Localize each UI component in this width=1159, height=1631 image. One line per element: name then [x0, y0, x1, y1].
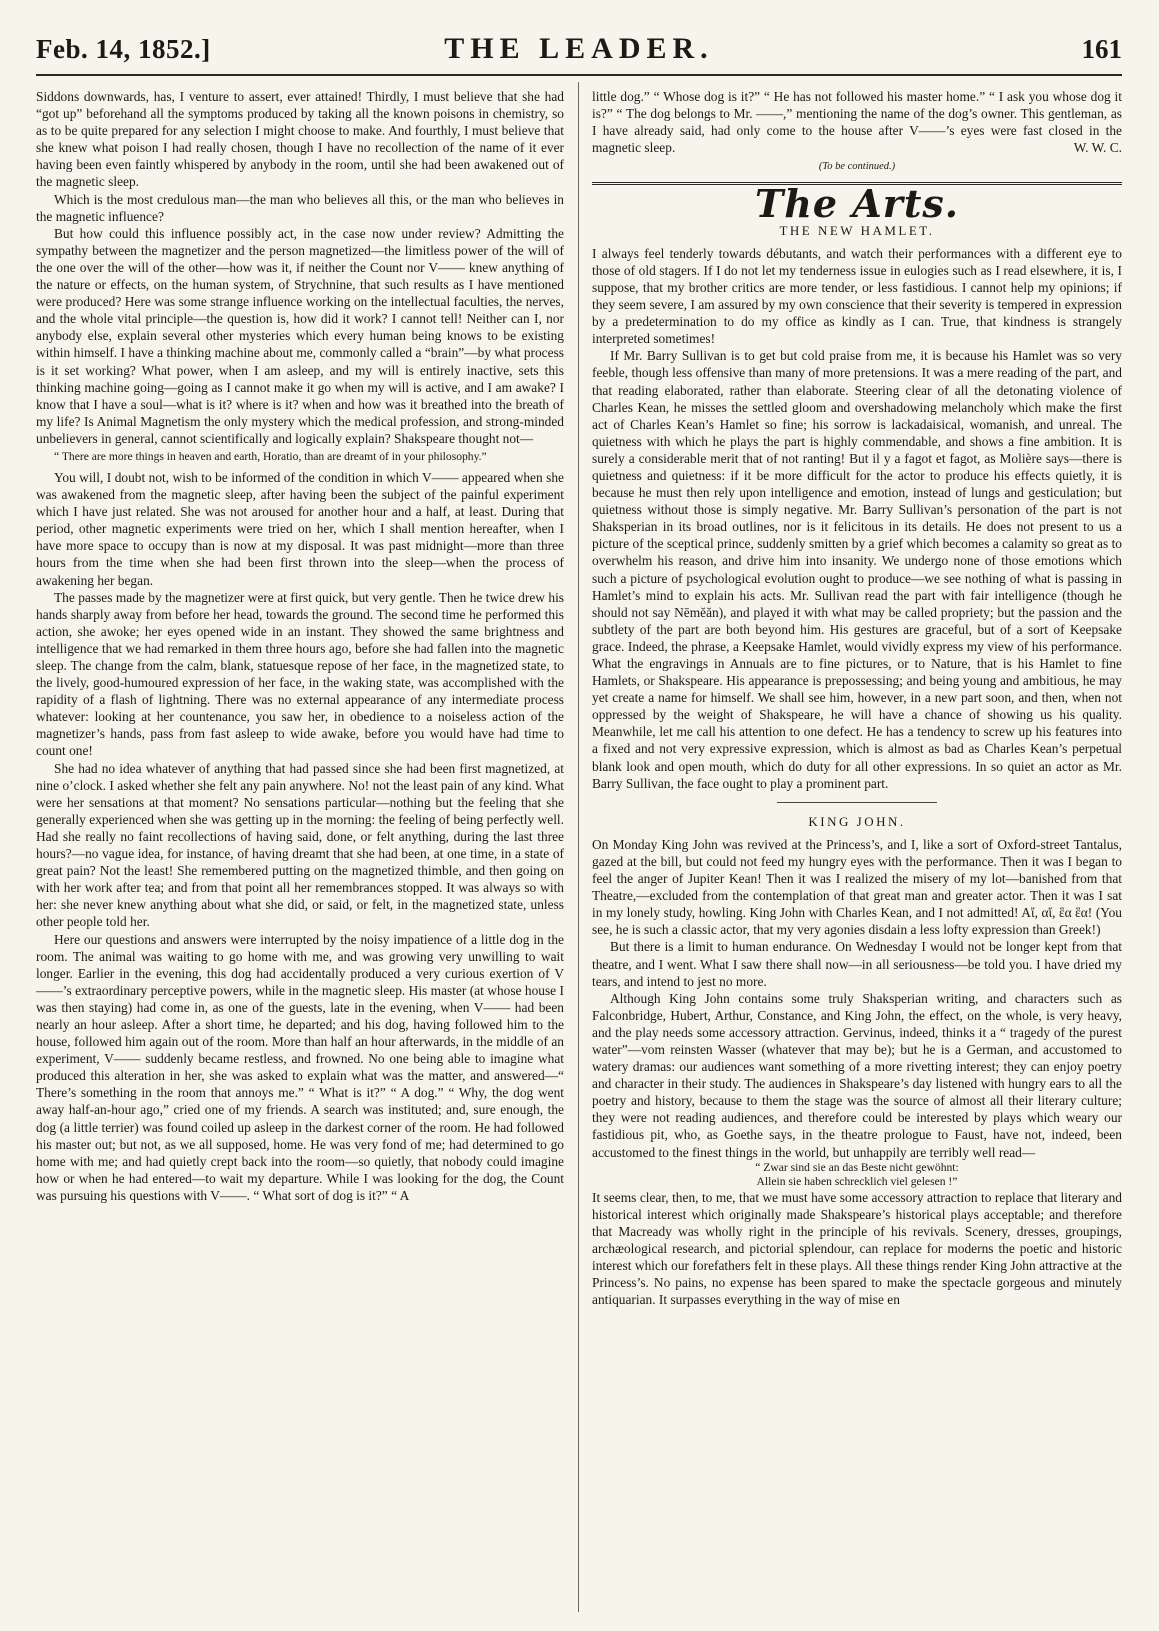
masthead [36, 28, 1122, 72]
author-signature: W. W. C. [1073, 140, 1122, 156]
left-paragraph-4: You will, I doubt not, wish to be informed of the condition in which V—— appeared when she was awakened from the magnetic sleep, after having been the subject of the painful experiment which I have just related. She was not aroused for another hour and a half, at least. During that period, other magnetic experiments were tried on her, which I shall mention hereafter, when I have more space to occupy than is now at my disposal. It was past midnight—more than three hours from the time when she had been first thrown into the sleep—when the process of awakening her began. [36, 469, 564, 588]
column-divider [578, 82, 579, 1612]
hamlet-paragraph-1: I always feel tenderly towards débutants, and watch their performances with a different eye to those of old stagers. If I do not let my tenderness issue in eulogies such as I read elsewhere, it is, I suppose, that my brother critics are more tender, or less fastidious. I cannot help my opinions; if they seem severe, I am assured by my own conscience that their severity is tempered in expression by a predetermination to do my office as kindly as I can. True, that kindness is strangely interpreted sometimes! [592, 245, 1122, 347]
left-paragraph-2: Which is the most credulous man—the man who believes all this, or the man who believes in the magnetic influence? [36, 191, 564, 224]
left-paragraph-7: Here our questions and answers were interrupted by the noisy impatience of a little dog in the room. The animal was waiting to go home with me, and was growing very unwilling to wait longer. Earlier in the evening, this dog had accidentally produced a very curious exertion of V——’s extraordinary perceptive powers, while in the magnetic sleep. His master (at whose house I was then staying) had come in, as one of the guests, late in the evening, when V—— had been nearly an hour asleep. After a short time, he departed; and his dog, having followed him to the house, followed him again out of the room. More than half an hour afterwards, in the middle of an experiment, V—— suddenly became restless, and frowned. No one being able to imagine what produced this alteration in her, she was asked to explain what was the matter, and answered—“ There’s something in the room that annoys me.” “ What is it?” “ A dog.” “ Why, the dog went away half-an-hour ago,” cried one of my friends. A search was instituted; and, sure enough, the dog (a little terrier) was found coiled up asleep in the darkest corner of the room. He had followed his master out; but not, as we all supposed, home. He was very fond of me; had determined to go home with me; and had quietly crept back into the room—so quietly, that nobody could imagine how or when he had entered—to wait my departure. While I was looking for the dog, the Count was pursuing his questions with V——. “ What sort of dog is it?” “ A [36, 931, 564, 1203]
goethe-quote-line-2: Allein sie haben schrecklich viel gelesen !” [756, 1174, 958, 1188]
masthead-rule [36, 74, 1122, 76]
hamlet-paragraph-2: If Mr. Barry Sullivan is to get but cold praise from me, it is because his Hamlet was so very feeble, though less offensive than many of more pretensions. It was a mere reading of the part, and that reading elaborated, rather than elaborate. Steering clear of all the detonating violence of Charles Kean, he misses the settled gloom and overshadowing melancholy which make the first act of Charles Kean’s Hamlet so fine; his sorrow is lackadaisical, womanish, and unreal. The quietness with which he plays the part is highly commendable, and shows a fine ambition. It is surely a considerable merit that of not ranting! But il y a fagot et fagot, as Molière says—there is quietness and quietness: if it be more difficult for the actor to produce his effects quietly, it is because he must then rely upon intelligence and emotion, instead of lungs and gesticulation; but quietness without those is simply negative. Mr. Barry Sullivan’s personation of the part is not Shaksperian in its broad outlines, nor is it felicitous in its details. He does not present to us a picture of the sceptical prince, suddenly smitten by a grief which becomes a calamity so great as to overwhelm his reason, and drive him into insanity. We undergo none of those emotions which such a picture of psychological evolution ought to produce—we see nothing of what is passing in Hamlet’s mind to explain his acts. Mr. Sullivan read the part with fair intelligence (though he should not say Nēmĕăn), and played it with what may be called propriety; but the passion and the subtlety of the part are both beyond him. His gestures are graceful, but of a sort of Keepsake grace. Indeed, the phrase, a Keepsake Hamlet, would vividly express my view of his performance. What the engravings in Annuals are to fine pictures, or to Nature, that is his Hamlet to fine Hamlets, or Shakspeare. His appearance is prepossessing; and being young and ambitious, he may yet create a name for himself. We shall see him, however, in a new part soon, and then, when not oppressed by the weight of Shakspeare, he will have a chance of showing us his quality. Meanwhile, let me call his attention to one defect. He has a tendency to screw up his features into a fixed and not very expressive expression, which is almost as bad as Charles Kean’s perpetual blank look and open mouth, which do duty for all other expressions. In so quiet an actor as Mr. Barry Sullivan, the face ought to play a prominent part. [592, 348, 1122, 791]
right-column [592, 88, 1122, 1308]
goethe-quote-line-1: “ Zwar sind sie an das Beste nicht gewöhnt: [755, 1160, 959, 1174]
king-john-paragraph-1: On Monday King John was revived at the Princess’s, and I, like a sort of Oxford-street Tantalus, gazed at the bill, but could not feed my hungry eyes with the performance. Then it was I began to feel the anger of Jupiter Kean! Then it was I realized the misery of my lot—banished from that Theatre,—excluded from the contemplation of that great man and greater actor. Then it was I sat in my lonely study, howling. King John with Charles Kean, and I not admitted! Aἴ, αἴ, ἓα ἓα! (You see, he is such a classic actor, that my very agonies disdain a less lofty expression than Greek!) [592, 836, 1122, 938]
left-paragraph-6: She had no idea whatever of anything that had passed since she had been first magnetized, at nine o’clock. I asked whether she felt any pain anywhere. No! not the least pain of any kind. What were her sensations at that moment? No sensations particular—nothing but the feeling that she generally experienced when she was getting up in the morning: the feeling of being perfectly well. Had she really no faint recollections of having said, done, or felt anything, during the last three hours?—no vague idea, for instance, of having dreamt that she had been, at one time, in a state of great pain? Not the least! She remembered putting on the magnetized thimble, and then going on with her work after tea; and from that point all her remembrances stopped. It was always so with her: she never knew anything about what she did, or said, or felt, in the magnetized state, unless other people told her. [36, 760, 564, 930]
king-john-paragraph-3: Although King John contains some truly Shaksperian writing, and characters such as Falconbridge, Hubert, Arthur, Constance, and King John, the effect, on the whole, is very heavy, and the play needs some accessory attraction. Gervinus, indeed, thinks it a “ tragedy of the purest water”—vom reinsten Wasser (whatever that may be); but he is a German, and accustomed to watery dramas: our audiences want something of a more rivetting interest; they can enjoy poetry and character in their study. The audiences in Shakspeare’s day listened with hungry ears to all the poetry and history, because to them the stage was the source of almost all their literary culture; they were not reading audiences, and therefore could be interested by plays which weary our fastidious pit, who, as Goethe says, in the theatre prologue to Faust, have not, indeed, been accustomed to the finest things in the world, but unhappily are terribly well read— [592, 990, 1122, 1160]
newspaper-title: THE LEADER. [444, 32, 714, 65]
left-paragraph-3: But how could this influence possibly act, in the case now under review? Admitting the sympathy between the magnetizer and the person magnetized—the limitless power of the will of the one over the will of the other—how was it, if neither the Count nor V—— knew anything of the nature or effects, on the human system, of Strychnine, that such results as I have mentioned were produced? Here was some strange influence working on the intellectual faculties, the nerves, and the whole vital principle—the question is, how did it work? I cannot tell! Neither can I, nor anybody else, explain several other mysteries which every human being knows to be existing within himself. I have a thinking machine about me, commonly called a “brain”—by what process is it set working? What power, when I am asleep, and my will is entirely inactive, sets this thinking machine going—going as I cannot make it go when my will is active, and I am awake? I know that I have a soul—what is it? where is it? when and how was it breathed into the breath of my life? Is Animal Magnetism the only mystery which the medical profession, and strong-minded unbelievers in general, cannot scientifically and logically explain? Shakspeare thought not— [36, 225, 564, 446]
shakespeare-quote: “ There are more things in heaven and earth, Horatio, than are dreamt of in your philosophy.” [54, 449, 487, 463]
left-paragraph-1: Siddons downwards, has, I venture to assert, ever attained! Thirdly, I must believe that she had “got up” beforehand all the symptoms produced by taking all the known poisons in chemistry, so as to be quite prepared for any selection I might choose to make. And fourthly, I must believe that she knew what poison I had really chosen, though I have no recollection of the name of it ever having been even faintly whispered by anybody in the room, until she had been awakened out of the magnetic sleep. [36, 89, 564, 190]
section-title: The Arts. [755, 180, 959, 226]
left-paragraph-5: The passes made by the magnetizer were at first quick, but very gentle. Then he twice drew his hands sharply away from before her head, towards the ground. The second time he performed this action, she awoke; her eyes opened wide in an instant. They showed the same brightness and intelligence that we had remarked in them three hours ago, before she had fallen into the magnetic sleep. The change from the calm, blank, statuesque repose of her face, in the magnetized state, to the lively, good-humoured expression of her face, in the waking state, was accomplished with the rapidity of a flash of lightning. There was no external appearance of any intermediate process whatever: looking at her countenance, you saw her, in obedience to a noiseless action of the magnetizer’s hands, pass from fast asleep to wide awake, before you would have had time to count one! [36, 589, 564, 759]
continuation-paragraph: little dog.” “ Whose dog is it?” “ He has not followed his master home.” “ I ask you whose dog it is?” “ The dog belongs to Mr. ——,” mentioning the name of the dog’s owner. This gentleman, as I have already said, had only come to the house after V——’s eyes were fast closed in the magnetic sleep. [592, 89, 1122, 156]
to-be-continued-note: (To be continued.) [818, 161, 896, 173]
article-separator [777, 802, 937, 803]
issue-date: Feb. 14, 1852.] [36, 34, 211, 64]
page-number: 161 [1081, 34, 1122, 64]
article-title-king-john: KING JOHN. [808, 813, 906, 829]
left-column [36, 88, 564, 1204]
king-john-paragraph-4: It seems clear, then, to me, that we must have some accessory attraction to replace that literary and historical interest which originally made Shakspeare’s historical plays acceptable; and therefore that Macready was wholly right in the principle of his revivals. Scenery, dresses, groupings, archæological research, and pictorial splendour, can replace for moderns the poetic and historic interest which our forefathers felt in these plays. All these things render King John attractive at the Princess’s. No pains, no expense has been spared to make the spectacle gorgeous and minutely antiquarian. It surpasses everything in the way of mise en [592, 1189, 1122, 1308]
king-john-paragraph-2: But there is a limit to human endurance. On Wednesday I would not be longer kept from that theatre, and I went. What I saw there shall now—in all seriousness—be told you. I have dried my tears, and intend to jest no more. [592, 939, 1122, 989]
article-title-new-hamlet: THE NEW HAMLET. [779, 222, 935, 238]
